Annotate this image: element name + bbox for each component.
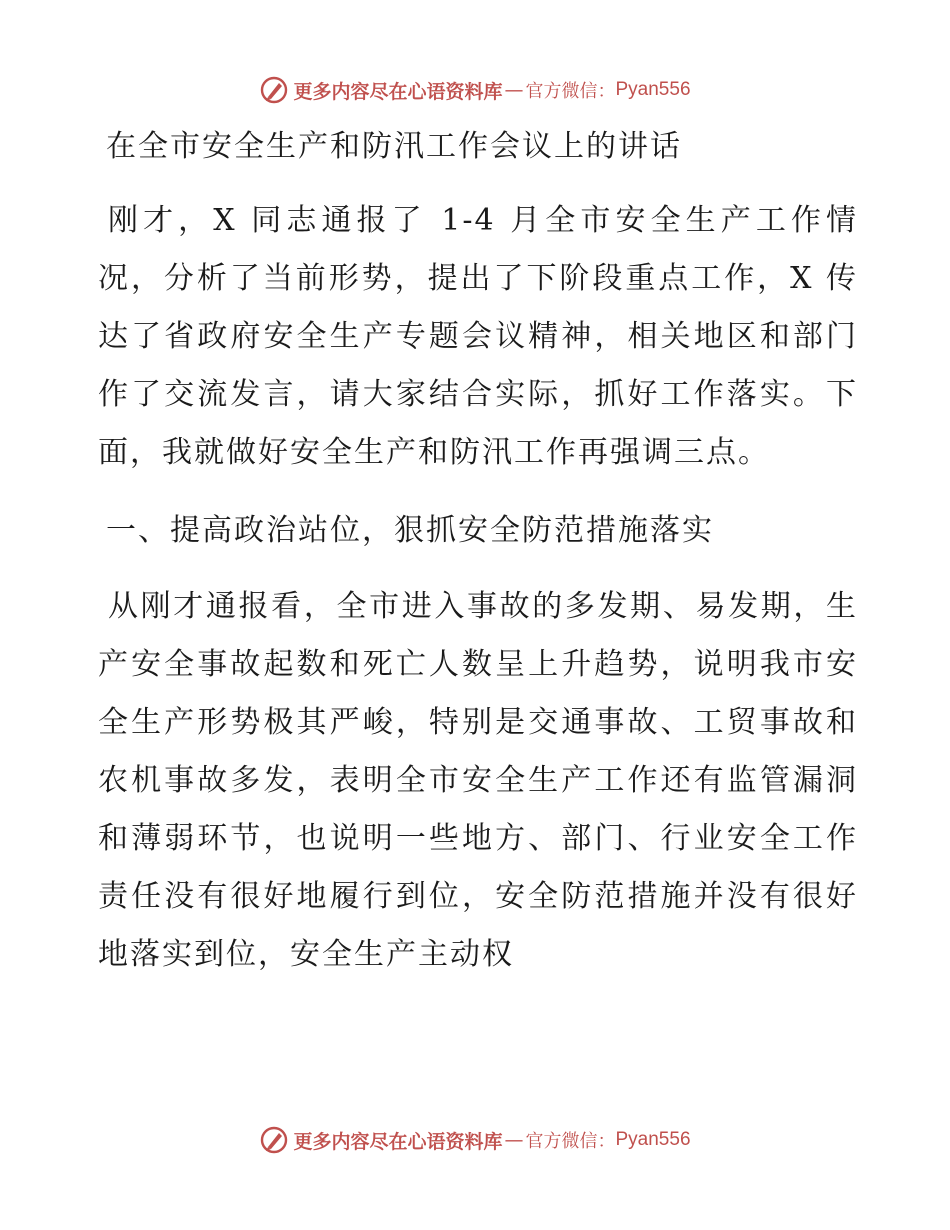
- watermark-brand-text: 更多内容尽在心语资料库: [293, 80, 503, 103]
- watermark-official-label: 官方微信：: [525, 1131, 616, 1152]
- section-paragraph: 从刚才通报看，全市进入事故的多发期、易发期，生产安全事故起数和死亡人数呈上升趋势，说明我市安全生产形势极其严峻，特别是交通事故、工贸事故和农机事故多发，表明全市安全生产工作还有监管漏洞和薄弱环节，也说明一些地方、部门、行业安全工作责任没有很好地履行到位，安全防范措施并没有很好地落实到位，安全生产主动权: [98, 589, 858, 972]
- header-watermark: [0, 70, 950, 110]
- intro-paragraph: 刚才，X 同志通报了 1-4 月全市安全生产工作情况，分析了当前形势，提出了下阶段重点工作，X 传达了省政府安全生产专题会议精神，相关地区和部门作了交流发言，请大家结合实际，抓好工作落实。下面，我就做好安全生产和防汛工作再强调三点。: [98, 203, 858, 470]
- watermark-wechat-id: Pyan556: [615, 79, 691, 100]
- footer-watermark: [0, 1120, 950, 1160]
- document-title: 在全市安全生产和防汛工作会议上的讲话: [106, 129, 682, 164]
- watermark-brand-text: 更多内容尽在心语资料库: [293, 1130, 503, 1153]
- section-heading: 一、提高政治站位，狠抓安全防范措施落实: [106, 513, 714, 548]
- pen-logo-icon: [259, 75, 289, 105]
- pen-logo-icon: [259, 1125, 289, 1155]
- watermark-official-label: 官方微信：: [525, 81, 616, 102]
- watermark-separator: —: [504, 1129, 524, 1151]
- watermark-separator: —: [504, 79, 524, 101]
- document-body: [98, 122, 858, 984]
- watermark-wechat-id: Pyan556: [615, 1129, 691, 1150]
